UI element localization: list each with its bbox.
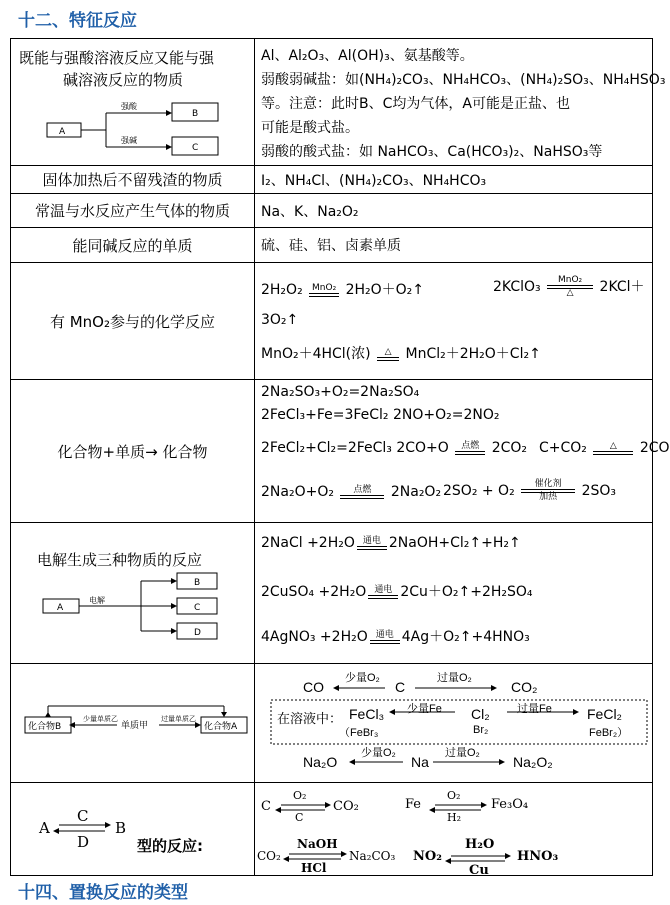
arrow-label: Cu [469, 863, 489, 878]
row-label: 常温与水反应产生气体的物质 [11, 194, 255, 228]
equation [493, 276, 645, 298]
equation [539, 440, 670, 456]
eq-condition: 点燃 [461, 440, 480, 451]
formula: Cl₂ [471, 706, 490, 722]
arrow-label: 少量O₂ [361, 747, 396, 759]
eq-product: 2CO₂ [491, 440, 528, 456]
text-line: 弱酸的酸式盐：如 NaHCO₃、Ca(HCO₃)₂、NaHSO₃等 [261, 144, 603, 160]
diagram-text-b: B [194, 578, 201, 588]
eq-product: 2Cu＋O₂↑+2H₂SO₄ [400, 584, 533, 600]
diagram-less: 少量单质乙 [83, 715, 118, 723]
diagram-more: 过量单质乙 [161, 715, 196, 723]
formula: FeBr₂） [589, 727, 629, 739]
electrolysis-diagram [11, 523, 254, 663]
formula: FeCl₂ [587, 706, 622, 722]
eq-product: 2NaOH+Cl₂↑+H₂↑ [388, 535, 521, 551]
row-label: 固体加热后不留残渣的物质 [11, 166, 255, 194]
formula: CO₂ [511, 679, 538, 695]
text-line: 可能是酸式盐。 [261, 120, 359, 136]
solution-label: 在溶液中： [277, 712, 343, 727]
arrow-label: 过量O₂ [437, 672, 472, 684]
text-line: 弱酸弱碱盐：如(NH₄)₂CO₃、NH₄HCO₃、(NH₄)₂SO₃、NH₄HSO₃ [261, 72, 666, 88]
formula: NO₂ [413, 849, 442, 864]
formula: C [261, 799, 271, 814]
text-line: Na、K、Na₂O₂ [261, 204, 359, 220]
eq-reactant: 2SO₂ + O₂ [443, 483, 515, 499]
arrow-label: HCl [301, 861, 327, 875]
eq-condition: △ [384, 346, 392, 357]
diagram-elec-label: 电解 [89, 596, 105, 605]
diagram-text-a: A [59, 127, 66, 137]
table-row [11, 523, 653, 664]
diagram-mid: 单质甲 [121, 721, 149, 731]
eq-product: 2SO₃ [581, 483, 617, 499]
diagram-text-a: 化合物A [204, 722, 238, 732]
formula: Na₂CO₃ [349, 849, 396, 863]
arrow-label: 少量O₂ [345, 672, 380, 684]
eq-condition: MnO₂ [557, 275, 583, 285]
equation [261, 535, 521, 551]
eq-condition: 通电 [375, 629, 394, 640]
eq-reactant: 2CuSO₄ +2H₂O [261, 584, 367, 600]
diagram-text-b: B [192, 109, 199, 119]
row-label: 能同碱反应的单质 [11, 228, 255, 263]
row-label: 有 MnO₂参与的化学反应 [11, 263, 255, 380]
arrow-label: 过量Fe [517, 703, 552, 715]
eq-reactant: 2H₂O₂ [261, 282, 303, 298]
eq-reactant: 2KClO₃ [493, 279, 541, 295]
eq-condition: △ [609, 440, 617, 451]
eq-reactant: C+CO₂ [539, 440, 587, 456]
table-row [11, 194, 653, 228]
formula: C [77, 807, 89, 825]
section-title: 十四、置换反应的类型 [18, 883, 188, 903]
eq-reactant: MnO₂＋4HCl(浓) [261, 346, 371, 362]
table-row [11, 166, 653, 194]
formula: CO₂ [257, 849, 281, 863]
equation [261, 581, 533, 601]
formula: CO [303, 679, 324, 695]
equation: 2FeCl₃+Fe=3FeCl₂ 2NO+O₂=2NO₂ [261, 407, 500, 423]
formula: Na₂O₂ [513, 754, 553, 770]
row-label: 碱溶液反应的物质 [63, 71, 184, 89]
eq-condition: 通电 [362, 535, 381, 546]
formula: FeCl₃ [349, 706, 385, 722]
row-label: 电解生成三种物质的反应 [37, 551, 203, 569]
arrow-label: C [295, 811, 304, 824]
diagram-text-d: D [194, 628, 201, 638]
eq-product: 2CO [639, 440, 670, 456]
eq-reactant: 2FeCl₂+Cl₂=2FeCl₃ 2CO+O [261, 440, 449, 456]
formula: Fe [405, 797, 422, 812]
eq-reactant: 4AgNO₃ +2H₂O [261, 629, 368, 645]
arrow-label: H₂ [447, 811, 462, 824]
equation [261, 343, 541, 363]
formula: Fe₃O₄ [491, 797, 529, 812]
text-line: 等。注意：此时B、C均为气体，A可能是正盐、也 [261, 96, 570, 112]
formula: CO₂ [333, 799, 359, 814]
text-line: I₂、NH₄Cl、(NH₄)₂CO₃、NH₄HCO₃ [261, 173, 487, 189]
diagram-text-a: A [57, 603, 64, 613]
eq-condition: 点燃 [353, 484, 372, 495]
formula: Na [411, 754, 429, 770]
formula: C [395, 679, 406, 695]
row-label: 既能与强酸溶液反应又能与强 [19, 49, 215, 67]
table-row [11, 783, 653, 876]
eq-product: 3O₂↑ [261, 312, 299, 328]
reaction-table [10, 38, 670, 878]
table-row [11, 380, 653, 523]
eq-condition: 加热 [539, 492, 558, 502]
formula: B [115, 819, 127, 837]
arrow-label: O₂ [293, 789, 307, 802]
equation: 2Na₂SO₃+O₂=2Na₂SO₄ [261, 384, 420, 400]
equation [443, 480, 616, 502]
formula: Na₂O [303, 754, 338, 770]
table-row [11, 664, 653, 783]
eq-condition: MnO₂ [312, 282, 337, 293]
table-row [11, 263, 653, 380]
arrow-label: 过量O₂ [445, 747, 480, 759]
table-row [11, 39, 653, 166]
diagram-base-label: 强碱 [121, 136, 137, 145]
diagram-text-b: 化合物B [28, 722, 62, 732]
formula: （FeBr₃ [339, 727, 379, 739]
eq-condition: 通电 [374, 584, 393, 595]
formula: A [39, 819, 50, 837]
formula: HNO₃ [517, 849, 559, 864]
equation [261, 440, 527, 456]
equation [261, 279, 424, 299]
section-title: 十二、特征反应 [18, 11, 137, 31]
diagram-text-c: C [194, 603, 201, 613]
formula: D [77, 833, 90, 851]
arrow-label: NaOH [297, 837, 338, 851]
eq-product: MnCl₂＋2H₂O＋Cl₂↑ [405, 346, 541, 362]
row-label: 型的反应: [137, 837, 203, 855]
eq-reactant: 2NaCl +2H₂O [261, 535, 355, 551]
eq-product: 2H₂O＋O₂↑ [345, 282, 425, 298]
equation [261, 626, 530, 646]
arrow-label: 少量Fe [407, 703, 442, 715]
text-line: Al、Al₂O₃、Al(OH)₃、氨基酸等。 [261, 48, 474, 64]
eq-product: 2Na₂O₂ [390, 484, 442, 500]
row-label: 化合物+单质→ 化合物 [11, 380, 255, 523]
table-row [11, 228, 653, 263]
eq-reactant: 2Na₂O+O₂ [261, 484, 334, 500]
diagram-text-c: C [192, 143, 199, 153]
formula: Br₂ [473, 724, 489, 736]
arrow-label: H₂O [465, 837, 495, 852]
equation [261, 484, 441, 500]
text-line: 硫、硅、铝、卤素单质 [261, 238, 401, 254]
eq-product: 2KCl＋ [599, 279, 645, 295]
eq-condition: 催化剂 [534, 479, 562, 489]
diagram-acid-label: 强酸 [121, 102, 137, 111]
eq-condition: △ [566, 288, 574, 298]
acid-base-diagram [11, 39, 254, 165]
eq-product: 4Ag＋O₂↑+4HNO₃ [401, 629, 530, 645]
arrow-label: O₂ [447, 789, 461, 802]
compound-element-diagram [11, 664, 254, 782]
